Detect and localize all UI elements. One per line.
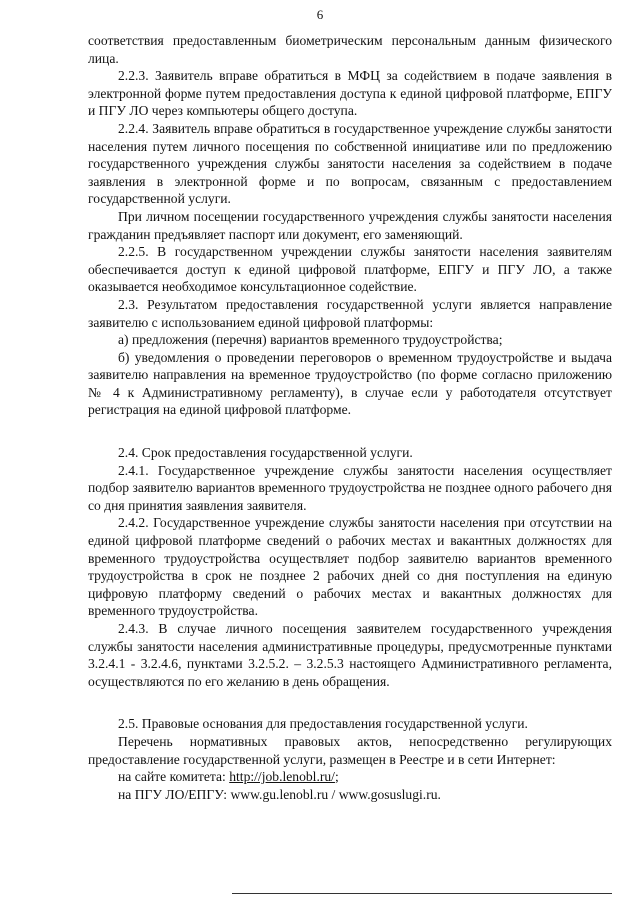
list-item-b: б) уведомления о проведении переговоров о временном трудоустройстве и выдача заявителю направления на временное трудоустройство (по форме согласно приложению № 4 к Административному регламенту), в случае если у работодателя отсутствует регистрация на единой цифровой платформе. [88, 349, 612, 418]
document-body [88, 32, 612, 803]
committee-site-line [88, 768, 612, 786]
page-number: 6 [316, 7, 324, 22]
paragraph-2-3: 2.3. Результатом предоставления государственной услуги является направление заявителю с использованием единой цифровой платформы: [88, 296, 612, 330]
paragraph-personal-visit: При личном посещении государственного учреждения службы занятости населения гражданин предъявляет паспорт или документ, его заменяющий. [88, 208, 612, 242]
committee-site-suffix: ; [334, 769, 339, 785]
footer-rule [232, 893, 612, 894]
paragraph-2-2-3: 2.2.3. Заявитель вправе обратиться в МФЦ за содействием в подаче заявления в электронной форме путем предоставления доступа к единой цифровой платформе, ЕПГУ и ПГУ ЛО через компьютеры общего доступа. [88, 68, 612, 119]
section-heading-2-4: 2.4. Срок предоставления государственной услуги. [118, 445, 413, 461]
paragraph-2-2-4: 2.2.4. Заявитель вправе обратиться в государственное учреждение службы занятости населения путем личного посещения по собственной инициативе или по предложению государственного учреждения службы занятости населения за содействием в подаче заявления в электронной форме и по вопросам, связанным с предоставлением государственной услуги. [88, 120, 612, 207]
paragraph-2-4-1: 2.4.1. Государственное учреждение службы занятости населения осуществляет подбор заявителю вариантов временного трудоустройства не позднее одного рабочего дня со дня принятия заявления заявителя. [88, 462, 612, 513]
paragraph-biometric-continuation: соответствия предоставленным биометрическим персональным данным физического лица. [88, 33, 612, 66]
section-heading-2-5: 2.5. Правовые основания для предоставления государственной услуги. [118, 716, 528, 732]
portal-line: на ПГУ ЛО/ЕПГУ: www.gu.lenobl.ru / www.gosuslugi.ru. [118, 786, 441, 802]
paragraph-2-2-5: 2.2.5. В государственном учреждении службы занятости населения заявителям обеспечивается доступ к единой цифровой платформе, ЕПГУ и ПГУ ЛО, а также оказывается необходимое консультационное содействие. [88, 244, 612, 295]
committee-site-prefix: на сайте комитета: [118, 769, 230, 785]
paragraph-2-4-2: 2.4.2. Государственное учреждение службы занятости населения при отсутствии на единой цифровой платформе сведений о рабочих местах и вакантных должностях для временного трудоустройства осуществляет подбор заявителю вариантов временного трудоустройства в срок не позднее 2 рабочих дней со дня поступления на единую цифровую платформу сведений о рабочих местах и вакантных должностях для временного трудоустройства. [88, 515, 612, 619]
committee-site-link[interactable]: http://job.lenobl.ru/ [229, 769, 335, 785]
paragraph-2-4-3: 2.4.3. В случае личного посещения заявителем государственного учреждения службы занятости населения административные процедуры, предусмотренные пунктами 3.2.4.1 - 3.2.4.6, пунктами 3.2.5.2. – 3.2.5.3 настоящего Административного регламента, осуществляются по его желанию в день обращения. [88, 621, 612, 689]
paragraph-legal-acts: Перечень нормативных правовых актов, непосредственно регулирующих предоставление государственной услуги, размещен в Реестре и в сети Интернет: [88, 733, 612, 767]
list-item-a: а) предложения (перечня) вариантов временного трудоустройства; [118, 332, 503, 348]
